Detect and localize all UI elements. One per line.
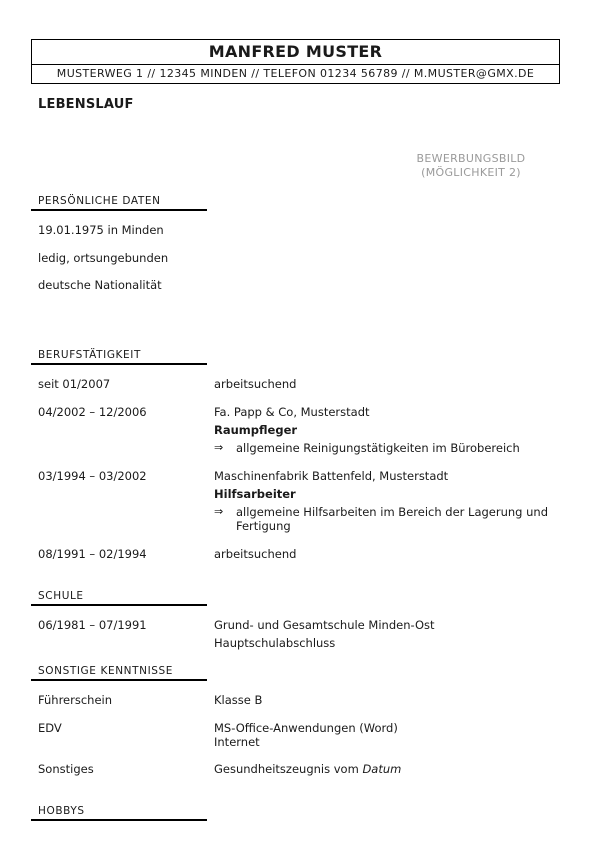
school-name: Grund- und Gesamtschule Minden-Ost [214, 618, 435, 632]
photo-placeholder-line2: (MÖGLICHKEIT 2) [421, 166, 521, 179]
skills-license-value: Klasse B [214, 693, 263, 707]
applicant-name: MANFRED MUSTER [32, 40, 559, 65]
career-employer: Fa. Papp & Co, Musterstadt [214, 405, 370, 419]
skills-edv-line1: MS-Office-Anwendungen (Word) [214, 721, 398, 735]
arrow-icon: ⇒ [214, 441, 224, 454]
skills-other-value [214, 762, 559, 776]
skills-edv-line2: Internet [214, 735, 260, 749]
arrow-icon: ⇒ [214, 505, 224, 518]
section-heading-personal: PERSÖNLICHE DATEN [31, 194, 207, 211]
career-period: 03/1994 – 03/2002 [38, 469, 147, 483]
career-task-text: allgemeine Reinigungstätigkeiten im Bürobereich [236, 441, 520, 455]
personal-status: ledig, ortsungebunden [38, 251, 169, 265]
section-heading-hobbies: HOBBYS [31, 804, 207, 821]
school-period: 06/1981 – 07/1991 [38, 618, 147, 632]
photo-placeholder [400, 152, 542, 180]
section-heading-school: SCHULE [31, 589, 207, 606]
school-degree: Hauptschulabschluss [214, 636, 336, 650]
photo-placeholder-line1: BEWERBUNGSBILD [416, 152, 526, 165]
career-employer: arbeitsuchend [214, 377, 297, 391]
career-task [214, 505, 559, 533]
skills-other-date: Datum [362, 762, 402, 776]
career-period: 08/1991 – 02/1994 [38, 547, 147, 561]
document-title: LEBENSLAUF [38, 97, 134, 112]
skills-edv-label: EDV [38, 721, 62, 735]
personal-nationality: deutsche Nationalität [38, 278, 162, 292]
career-period: seit 01/2007 [38, 377, 111, 391]
career-job-title: Hilfsarbeiter [214, 487, 296, 501]
career-task-text: allgemeine Hilfsarbeiten im Bereich der Lagerung und Fertigung [236, 505, 549, 533]
contact-line: MUSTERWEG 1 // 12345 MINDEN // TELEFON 01234 56789 // M.MUSTER@GMX.DE [56, 67, 535, 80]
skills-other-label: Sonstiges [38, 762, 94, 776]
section-heading-skills: SONSTIGE KENNTNISSE [31, 664, 207, 681]
skills-other-prefix: Gesundheitszeugnis vom [214, 762, 363, 776]
career-period: 04/2002 – 12/2006 [38, 405, 147, 419]
skills-edv-value [214, 721, 559, 749]
section-heading-career: BERUFSTÄTIGKEIT [31, 348, 207, 365]
career-employer: Maschinenfabrik Battenfeld, Musterstadt [214, 469, 449, 483]
career-task [214, 441, 559, 455]
personal-birth: 19.01.1975 in Minden [38, 223, 164, 237]
career-job-title: Raumpfleger [214, 423, 298, 437]
career-employer: arbeitsuchend [214, 547, 297, 561]
skills-license-label: Führerschein [38, 693, 113, 707]
header-box [31, 39, 560, 84]
